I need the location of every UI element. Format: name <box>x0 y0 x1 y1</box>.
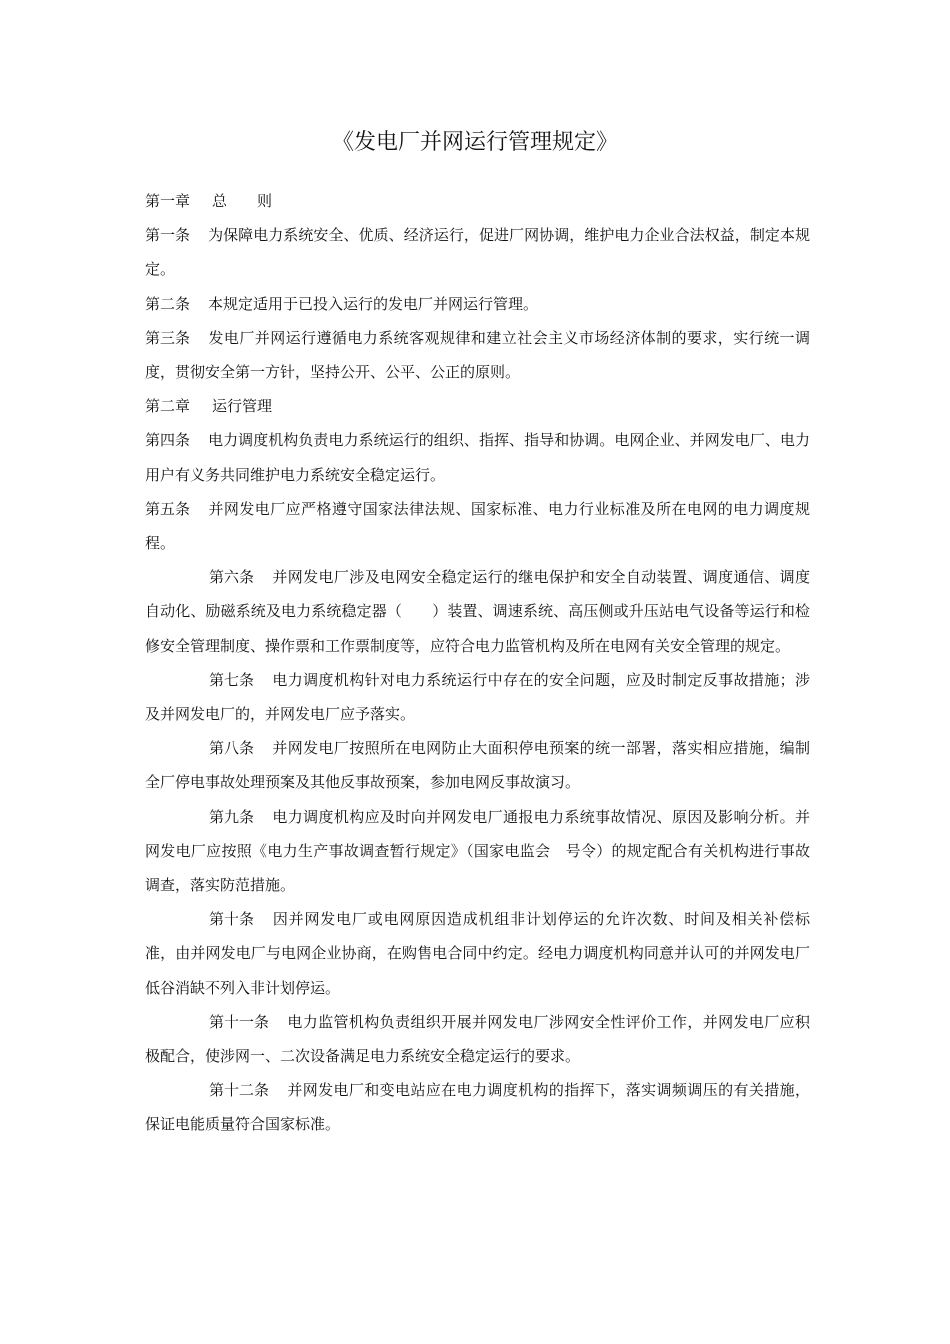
article-label: 第十一条 <box>209 1012 270 1031</box>
article-paragraph <box>145 492 810 560</box>
article-label: 第八条 <box>209 739 255 758</box>
article-label: 第二条 <box>145 294 191 313</box>
article-text: 本规定适用于已投入运行的发电厂并网运行管理。 <box>208 294 539 313</box>
article-text: 发电厂并网运行遵循电力系统客观规律和建立社会主义市场经济体制的要求，实行统一调度，贯彻安全第一方针，坚持公开、公平、公正的原则。 <box>145 328 810 382</box>
article-text: 为保障电力系统安全、优质、经济运行，促进厂网协调，维护电力企业合法权益，制定本规定。 <box>145 226 810 279</box>
article-paragraph <box>145 1005 810 1073</box>
chapter-label: 第二章 <box>145 397 191 416</box>
chapter-title: 总 则 <box>212 192 273 210</box>
article-text: 电力调度机构针对电力系统运行中存在的安全问题，应及时制定反事故措施；涉及并网发电厂的，并网发电厂应予落实。 <box>145 670 810 724</box>
article-label: 第七条 <box>209 670 255 689</box>
document-title: 《发电厂并网运行管理规定》 <box>331 130 618 155</box>
article-paragraph <box>145 800 810 903</box>
article-label: 第三条 <box>145 328 191 347</box>
article-text: 并网发电厂和变电站应在电力调度机构的指挥下，落实调频调压的有关措施，保证电能质量符合国家标准。 <box>145 1081 810 1134</box>
article-text: 电力调度机构应及时向并网发电厂通报电力系统事故情况、原因及影响分析。并网发电厂应按照《电力生产事故调查暂行规定》（国家电监会 号令）的规定配合有关机构进行事故调查，落实防范措施。 <box>145 807 810 895</box>
article-paragraph <box>145 663 810 731</box>
article-paragraph <box>145 1073 810 1141</box>
document-body <box>145 184 810 1142</box>
article-text: 并网发电厂涉及电网安全稳定运行的继电保护和安全自动装置、调度通信、调度自动化、励磁系统及电力系统稳定器（ ）装置、调速系统、高压侧或升压站电气设备等运行和检修安全管理制度、操作票和工作票制度等，应符合电力监管机构及所在电网有关安全管理的规定。 <box>145 568 810 655</box>
article-paragraph <box>145 287 810 321</box>
article-text: 电力调度机构负责电力系统运行的组织、指挥、指导和协调。电网企业、并网发电厂、电力用户有义务共同维护电力系统安全稳定运行。 <box>145 431 810 484</box>
article-text: 因并网发电厂或电网原因造成机组非计划停运的允许次数、时间及相关补偿标准，由并网发电厂与电网企业协商，在购售电合同中约定。经电力调度机构同意并认可的并网发电厂低谷消缺不列入非计划停运。 <box>145 910 810 997</box>
article-paragraph <box>145 560 810 663</box>
article-label: 第十二条 <box>209 1081 270 1100</box>
chapter-title: 运行管理 <box>212 397 273 416</box>
article-text: 并网发电厂按照所在电网防止大面积停电预案的统一部署，落实相应措施，编制全厂停电事故处理预案及其他反事故预案，参加电网反事故演习。 <box>145 739 810 792</box>
article-paragraph <box>145 423 810 491</box>
article-text: 电力监管机构负责组织开展并网发电厂涉网安全性评价工作，并网发电厂应积极配合，使涉网一、二次设备满足电力系统安全稳定运行的要求。 <box>145 1012 810 1066</box>
article-text: 并网发电厂应严格遵守国家法律法规、国家标准、电力行业标准及所在电网的电力调度规程。 <box>145 499 810 553</box>
article-paragraph <box>145 731 810 799</box>
article-label: 第十条 <box>209 910 255 929</box>
article-label: 第一条 <box>145 226 191 245</box>
article-label: 第九条 <box>209 807 255 826</box>
article-paragraph <box>145 902 810 1005</box>
article-label: 第五条 <box>145 499 191 518</box>
chapter-label: 第一章 <box>145 192 191 210</box>
article-label: 第六条 <box>209 568 255 587</box>
chapter-heading <box>145 389 810 423</box>
article-label: 第四条 <box>145 431 191 450</box>
article-paragraph <box>145 321 810 389</box>
chapter-heading <box>145 184 810 218</box>
article-paragraph <box>145 218 810 286</box>
